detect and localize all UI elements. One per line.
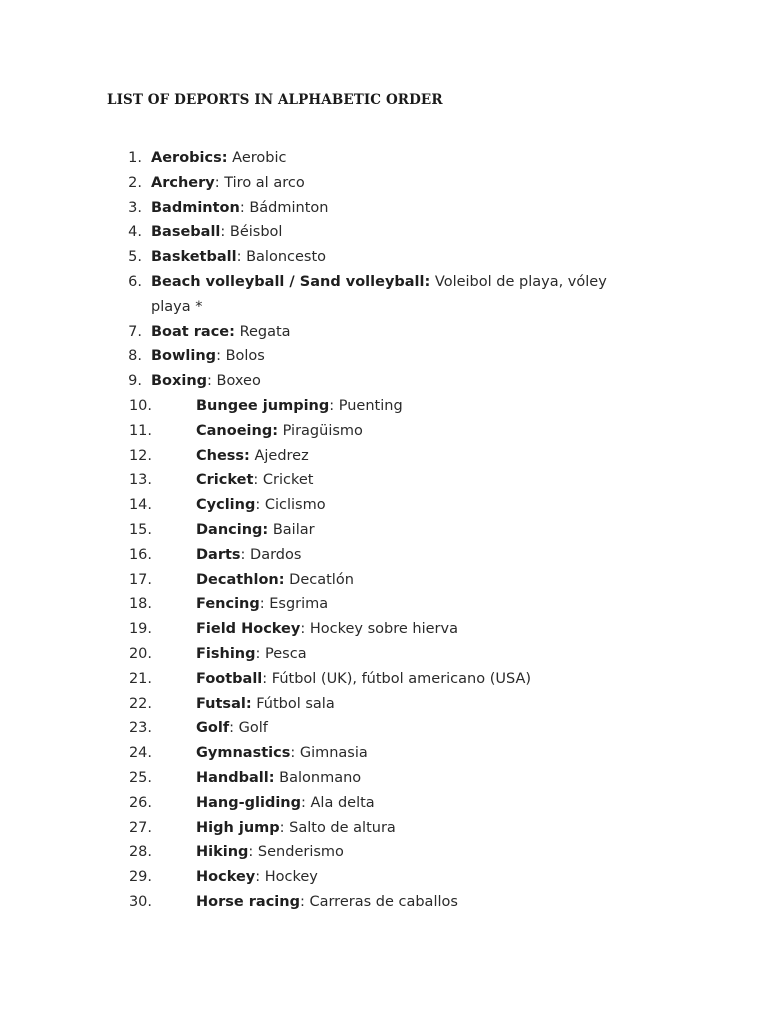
sport-translation: Bádminton (249, 199, 329, 216)
item-number: 21. (128, 670, 152, 687)
sport-translation: Ala delta (310, 794, 375, 811)
sport-translation: Regata (239, 323, 291, 340)
sport-translation: Fútbol (UK), fútbol americano (USA) (271, 670, 532, 687)
item-entry (151, 245, 326, 270)
item-entry (196, 543, 301, 568)
sport-translation: Senderismo (257, 844, 344, 861)
item-number: 19. (128, 621, 152, 638)
sport-term: Boat race: (151, 323, 235, 340)
item-entry (151, 344, 265, 369)
term-separator: : (236, 249, 247, 266)
item-entry (196, 642, 307, 667)
item-number: 13. (128, 472, 152, 489)
sport-translation: Aerobic (232, 150, 287, 166)
item-number: 7. (128, 323, 142, 340)
item-entry (196, 840, 344, 865)
sport-term: Decathlon: (196, 571, 285, 588)
sport-term: Handball: (196, 769, 275, 786)
item-number: 16. (128, 546, 152, 563)
sport-term: Gymnastics (196, 745, 291, 762)
sport-term: Dancing: (196, 521, 269, 538)
sport-term: Darts (196, 546, 241, 563)
item-entry (196, 890, 458, 915)
term-separator: : (255, 869, 265, 886)
term-separator: : (299, 893, 310, 910)
item-number: 20. (128, 645, 152, 662)
item-entry (196, 791, 375, 816)
sport-translation: Tiro al arco (224, 174, 305, 191)
sport-term: Archery (151, 174, 215, 191)
item-number: 10. (128, 397, 152, 414)
sport-translation: Bolos (225, 348, 265, 365)
sport-term: Football (196, 670, 263, 687)
sport-term: Bungee jumping (196, 397, 330, 414)
item-number: 28. (128, 844, 152, 861)
sport-term: Field Hockey (196, 621, 301, 638)
item-number: 3. (128, 199, 142, 216)
sport-term: Canoeing: (196, 422, 279, 439)
sport-translation: Golf (238, 720, 268, 737)
item-number: 11. (128, 422, 152, 439)
item-entry (151, 270, 641, 320)
term-separator: : (262, 670, 272, 687)
sport-translation: Dardos (250, 546, 302, 563)
sport-term: Chess: (196, 447, 250, 464)
sport-translation: Bailar (272, 521, 315, 538)
sport-translation: Ajedrez (254, 447, 309, 464)
item-entry (196, 617, 458, 642)
sport-translation: Voleibol de playa, vóley playa * (151, 273, 607, 315)
item-entry (151, 171, 305, 196)
item-entry (196, 468, 313, 493)
item-entry (151, 196, 328, 221)
item-number: 24. (128, 745, 152, 762)
item-entry (196, 667, 531, 692)
term-separator: : (329, 397, 339, 414)
term-separator: : (301, 794, 311, 811)
item-number: 26. (128, 794, 152, 811)
item-entry (151, 220, 282, 245)
term-separator: : (207, 373, 217, 390)
term-separator: : (300, 621, 310, 638)
page-title: LIST OF DEPORTS IN ALPHABETIC ORDER (107, 92, 443, 108)
sport-term: Basketball (151, 249, 237, 266)
term-separator: : (290, 745, 300, 762)
item-number: 23. (128, 720, 152, 737)
item-number: 22. (128, 695, 152, 712)
sport-translation: Piragüismo (282, 422, 363, 439)
sport-term: Futsal: (196, 695, 252, 712)
sport-translation: Baloncesto (246, 249, 327, 266)
sport-translation: Hockey sobre hierva (309, 621, 458, 638)
sport-translation: Esgrima (269, 596, 329, 613)
item-entry (196, 716, 268, 741)
item-number: 9. (128, 373, 142, 390)
item-entry (196, 568, 354, 593)
item-number: 29. (128, 869, 152, 886)
sport-term: Hiking (196, 844, 249, 861)
item-number: 18. (128, 596, 152, 613)
item-entry (151, 369, 261, 394)
sport-translation: Gimnasia (299, 745, 368, 762)
sport-translation: Boxeo (216, 373, 261, 390)
sport-translation: Decatlón (289, 571, 354, 588)
sport-term: Cycling (196, 497, 256, 514)
term-separator: : (239, 199, 250, 216)
item-entry (196, 766, 361, 791)
term-separator: : (259, 596, 270, 613)
sport-term: Beach volleyball / Sand volleyball: (151, 273, 431, 290)
sport-translation: Carreras de caballos (309, 893, 458, 910)
term-separator: : (253, 472, 263, 489)
item-number: 6. (128, 273, 142, 290)
item-number: 14. (128, 497, 152, 514)
sport-translation: Fútbol sala (256, 695, 335, 712)
item-entry (196, 865, 318, 890)
sport-term: Aerobics: (151, 150, 228, 166)
item-number: 4. (128, 224, 142, 241)
sport-term: Baseball (151, 224, 221, 241)
term-separator: : (220, 224, 230, 241)
item-number: 8. (128, 348, 142, 365)
term-separator: : (279, 819, 290, 836)
item-entry (196, 741, 368, 766)
item-number: 1. (128, 150, 142, 166)
term-separator: : (248, 844, 258, 861)
sport-translation: Béisbol (229, 224, 283, 241)
sport-term: Badminton (151, 199, 240, 216)
term-separator: : (229, 720, 239, 737)
sport-translation: Pesca (265, 645, 307, 662)
item-entry (196, 444, 309, 469)
item-entry (196, 394, 403, 419)
sport-term: High jump (196, 819, 280, 836)
sport-translation: Cricket (262, 472, 314, 489)
item-number: 5. (128, 249, 142, 266)
sport-term: Fishing (196, 645, 256, 662)
sport-term: Golf (196, 720, 230, 737)
item-entry (196, 816, 396, 841)
sport-term: Fencing (196, 596, 260, 613)
sport-term: Hockey (196, 869, 256, 886)
item-number: 17. (128, 571, 152, 588)
term-separator: : (255, 645, 266, 662)
item-entry (196, 493, 326, 518)
item-entry (151, 146, 286, 171)
item-number: 12. (128, 447, 152, 464)
sport-term: Horse racing (196, 893, 300, 910)
sport-translation: Salto de altura (289, 819, 396, 836)
item-number: 27. (128, 819, 152, 836)
item-entry (196, 592, 328, 617)
sport-translation: Hockey (264, 869, 318, 886)
item-number: 25. (128, 769, 152, 786)
term-separator: : (240, 546, 251, 563)
term-separator: : (216, 348, 226, 365)
sport-term: Cricket (196, 472, 254, 489)
item-number: 2. (128, 174, 142, 191)
sport-term: Bowling (151, 348, 217, 365)
item-number: 30. (128, 893, 152, 910)
item-entry (196, 692, 335, 717)
sport-translation: Ciclismo (264, 497, 326, 514)
sport-translation: Puenting (338, 397, 403, 414)
item-entry (151, 320, 291, 345)
sport-term: Boxing (151, 373, 208, 390)
sport-term: Hang-gliding (196, 794, 302, 811)
item-entry (196, 419, 363, 444)
item-number: 15. (128, 521, 152, 538)
term-separator: : (214, 174, 225, 191)
item-entry (196, 518, 315, 543)
term-separator: : (255, 497, 265, 514)
sport-translation: Balonmano (279, 769, 362, 786)
